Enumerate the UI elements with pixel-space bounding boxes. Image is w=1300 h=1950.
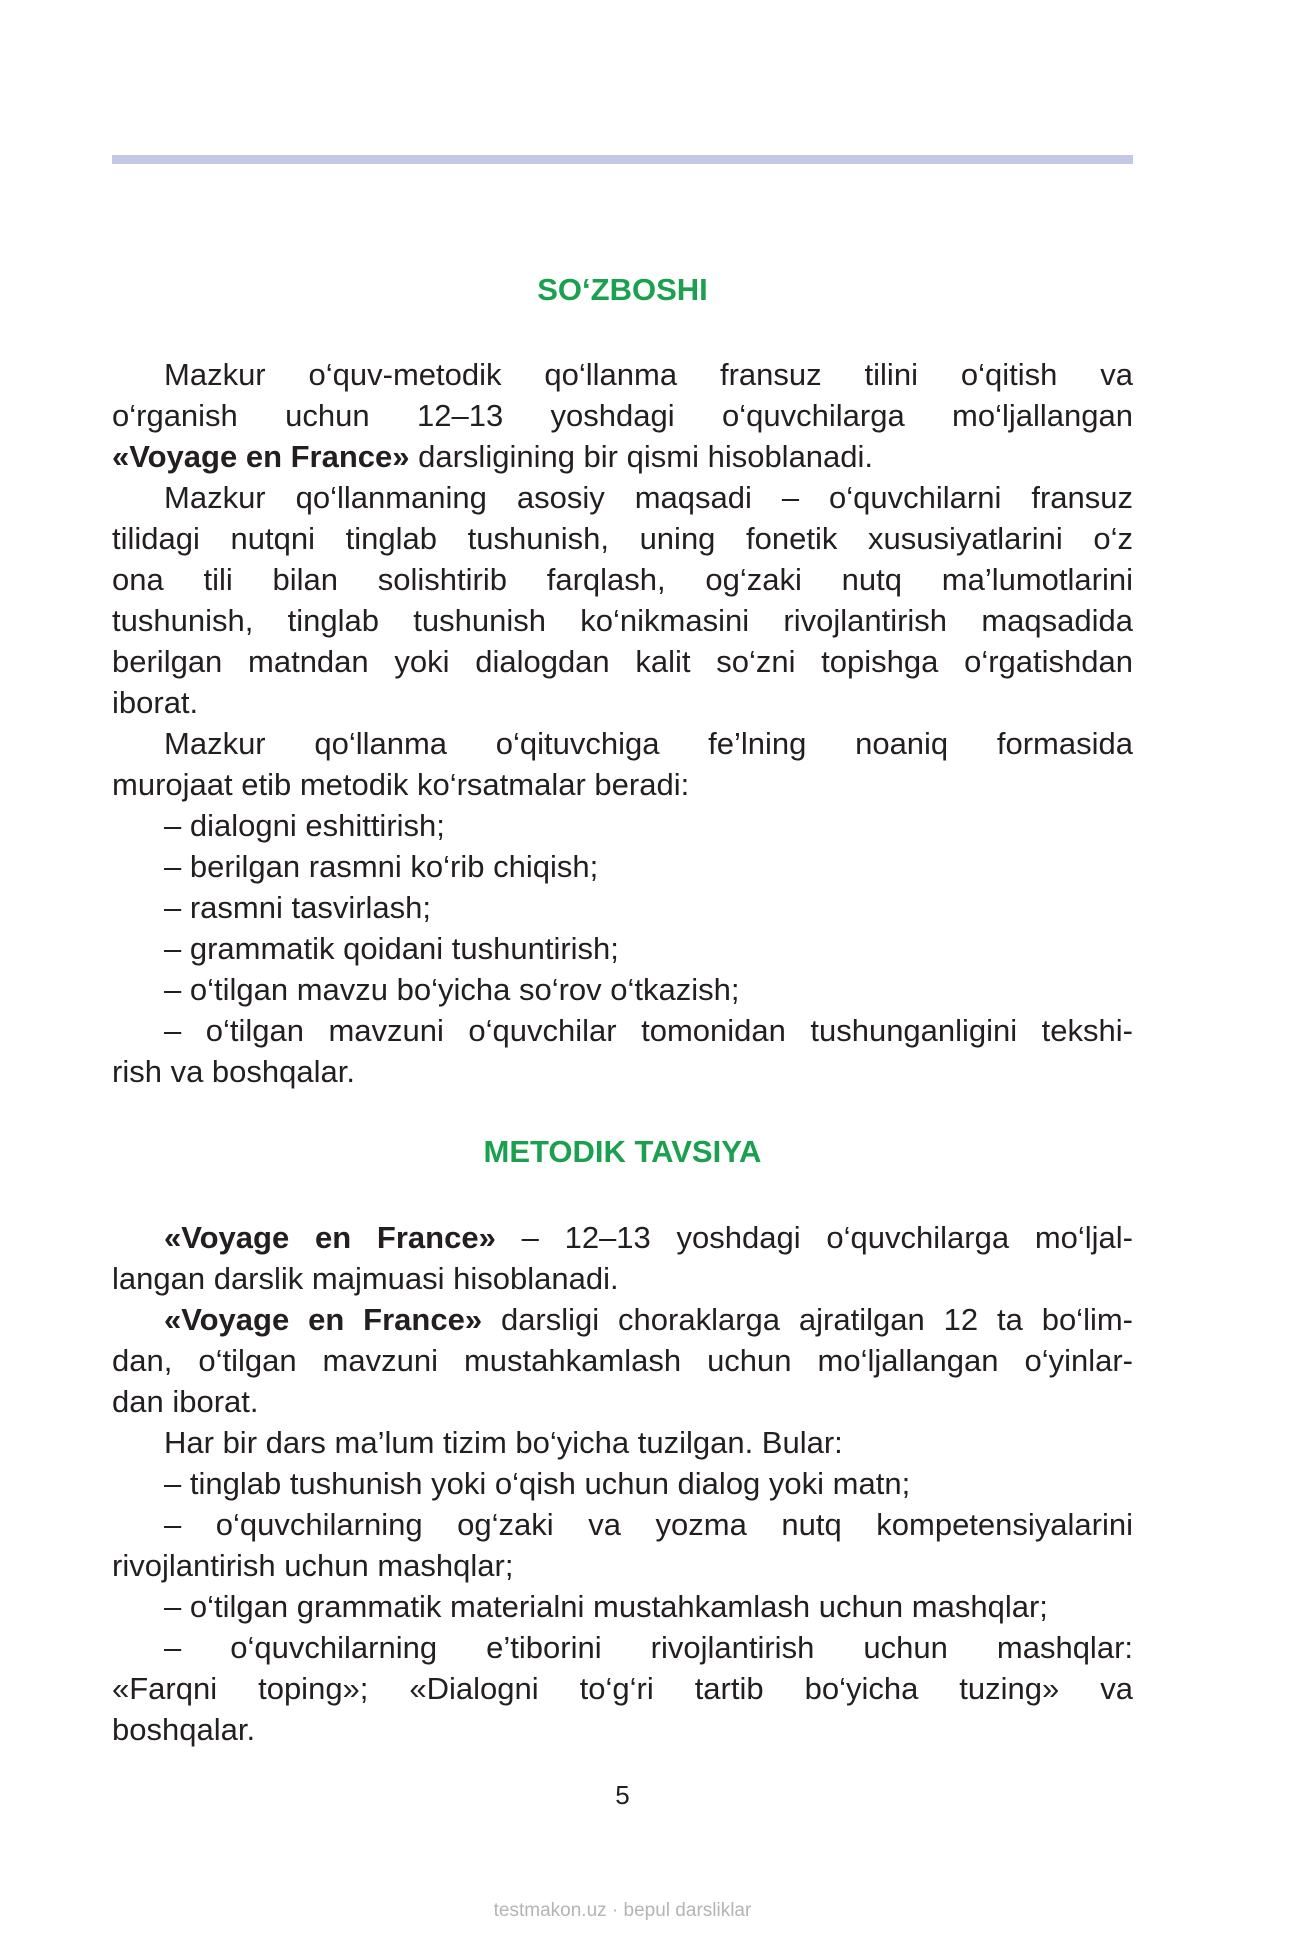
list-item: – o‘quvchilarning e’tiborini rivojlantirish uchun mashqlar: bbox=[164, 1630, 1133, 1665]
paragraph-line: «Voyage en France» darsligining bir qismi hisoblanadi. bbox=[112, 439, 874, 474]
list-item: – grammatik qoidani tushuntirish; bbox=[164, 931, 619, 966]
paragraph-line: Har bir dars ma’lum tizim bo‘yicha tuzilgan. Bular: bbox=[164, 1425, 843, 1460]
paragraph-line: tilidagi nutqni tinglab tushunish, uning fonetik xususiyatlarini o‘z bbox=[112, 521, 1133, 556]
list-item: – o‘tilgan mavzu bo‘yicha so‘rov o‘tkazish; bbox=[164, 972, 740, 1007]
book-title: «Voyage en France» bbox=[164, 1302, 483, 1337]
paragraph-line: «Voyage en France» darsligi choraklarga ajratilgan 12 ta bo‘lim- bbox=[164, 1302, 1133, 1337]
paragraph-line: Mazkur qo‘llanma o‘qituvchiga fe’lning noaniq formasida bbox=[164, 726, 1133, 761]
page-number: 5 bbox=[615, 1780, 630, 1810]
list-item: – o‘tilgan grammatik materialni mustahkamlash uchun mashqlar; bbox=[164, 1589, 1048, 1624]
list-item: – berilgan rasmni ko‘rib chiqish; bbox=[164, 849, 599, 884]
paragraph-line: dan iborat. bbox=[112, 1384, 259, 1419]
list-item: rish va boshqalar. bbox=[112, 1054, 355, 1089]
list-item: «Farqni toping»; «Dialogni to‘g‘ri tartib bo‘yicha tuzing» va bbox=[112, 1671, 1133, 1706]
paragraph-line: «Voyage en France» – 12–13 yoshdagi o‘quvchilarga mo‘ljal- bbox=[164, 1220, 1133, 1255]
paragraph-line: Mazkur o‘quv-metodik qo‘llanma fransuz tilini o‘qitish va bbox=[164, 357, 1133, 392]
paragraph-line: iborat. bbox=[112, 685, 199, 720]
heading-sozboshi: SO‘ZBOSHI bbox=[537, 272, 708, 307]
book-title: «Voyage en France» bbox=[164, 1220, 496, 1255]
list-item: – o‘quvchilarning og‘zaki va yozma nutq kompetensiyalarini bbox=[164, 1507, 1133, 1542]
footer-watermark: testmakon.uz · bepul darsliklar bbox=[493, 1900, 752, 1921]
paragraph-line: dan, o‘tilgan mavzuni mustahkamlash uchun mo‘ljallangan o‘yinlar- bbox=[112, 1343, 1133, 1378]
list-item: – dialogni eshittirish; bbox=[164, 808, 445, 843]
paragraph-line: Mazkur qo‘llanmaning asosiy maqsadi – o‘quvchilarni fransuz bbox=[164, 480, 1133, 515]
list-item: – o‘tilgan mavzuni o‘quvchilar tomonidan tushunganligini tekshi- bbox=[164, 1013, 1133, 1048]
paragraph-line: o‘rganish uchun 12–13 yoshdagi o‘quvchilarga mo‘ljallangan bbox=[112, 398, 1133, 433]
book-title: «Voyage en France» bbox=[112, 439, 410, 474]
paragraph-line: langan darslik majmuasi hisoblanadi. bbox=[112, 1261, 619, 1296]
paragraph-line: ona tili bilan solishtirib farqlash, og‘zaki nutq ma’lumotlarini bbox=[112, 562, 1133, 597]
paragraph-line: murojaat etib metodik ko‘rsatmalar beradi: bbox=[112, 767, 690, 802]
paragraph-line: tushunish, tinglab tushunish ko‘nikmasini rivojlantirish maqsadida bbox=[112, 603, 1133, 638]
top-rule bbox=[112, 155, 1133, 164]
list-item: – tinglab tushunish yoki o‘qish uchun dialog yoki matn; bbox=[164, 1466, 911, 1501]
heading-metodik-tavsiya: METODIK TAVSIYA bbox=[483, 1134, 762, 1169]
paragraph-line: berilgan matndan yoki dialogdan kalit so‘zni topishga o‘rgatishdan bbox=[112, 644, 1133, 679]
list-item: rivojlantirish uchun mashqlar; bbox=[112, 1548, 514, 1583]
list-item: – rasmni tasvirlash; bbox=[164, 890, 432, 925]
list-item: boshqalar. bbox=[112, 1712, 256, 1747]
